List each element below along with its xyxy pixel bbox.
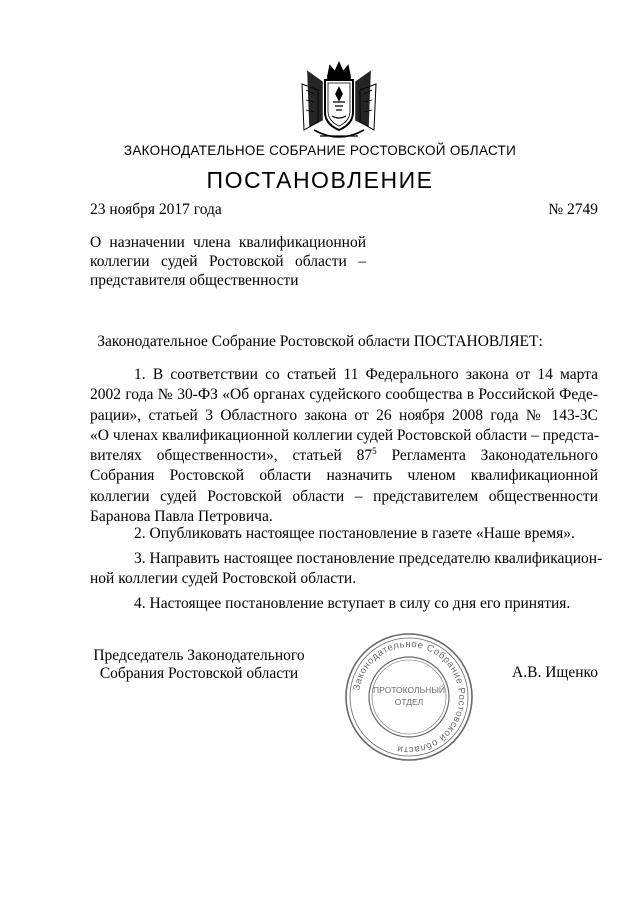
signatory-position xyxy=(92,647,306,683)
document-date: 23 ноября 2017 года xyxy=(90,201,222,218)
stamp-ring-text: Законодательное Собрание Ростовской области xyxy=(351,638,468,756)
paragraph-line: 2002 года № 30-ФЗ «Об органах судейского сообщества в Российской Феде- xyxy=(90,386,598,404)
paragraph-line: Баранова Павла Петровича. xyxy=(90,508,273,526)
paragraph-line xyxy=(90,446,598,466)
superscript: 5 xyxy=(372,446,377,457)
paragraph-line: 4. Настоящее постановление вступает в силу со дня его принятия. xyxy=(134,595,571,612)
line-text: вителях общественности», статьей 87 xyxy=(90,447,373,465)
paragraph-2 xyxy=(90,524,598,544)
paragraph-line: коллегии судей Ростовской области – представителем общественности xyxy=(90,487,598,505)
subject-line: представителя общественности xyxy=(90,272,299,289)
signatory-name: А.В. Ищенко xyxy=(512,664,598,681)
paragraph-1 xyxy=(90,365,598,527)
paragraph-3 xyxy=(90,549,603,590)
stamp-center-text: ОТДЕЛ xyxy=(394,697,424,707)
document-type: ПОСТАНОВЛЕНИЕ xyxy=(206,167,434,193)
paragraph-line: 1. В соответствии со статьей 11 Федерального закона от 14 марта xyxy=(134,366,598,383)
stamp-center-text: ПРОТОКОЛЬНЫЙ xyxy=(373,685,445,695)
paragraph-line: рации», статьей 3 Областного закона от 26 ноября 2008 года № 143-ЗС xyxy=(90,406,598,424)
position-line: Председатель Законодательного xyxy=(93,647,305,664)
document-number: № 2749 xyxy=(548,201,598,218)
official-stamp xyxy=(342,630,476,764)
paragraph-line: 2. Опубликовать настоящее постановление в газете «Наше время». xyxy=(134,525,575,542)
organization-name: ЗАКОНОДАТЕЛЬНОЕ СОБРАНИЕ РОСТОВСКОЙ ОБЛАСТИ xyxy=(123,143,517,158)
rostov-region-coat-of-arms-icon xyxy=(300,60,378,142)
subject-line: О назначении члена квалификационной xyxy=(90,234,366,251)
paragraph-line: «О членах квалификационной коллегии судей Ростовской области – предста- xyxy=(90,426,600,444)
line-text: Регламента Законодательного xyxy=(376,447,598,465)
paragraph-4 xyxy=(90,594,598,614)
paragraph-line: 3. Направить настоящее постановление председателю квалификацион- xyxy=(134,550,603,567)
position-line: Собрания Ростовской области xyxy=(99,665,299,682)
document-subject xyxy=(90,233,366,290)
paragraph-line: ной коллегии судей Ростовской области. xyxy=(90,570,357,588)
preamble: Законодательное Собрание Ростовской области ПОСТАНОВЛЯЕТ: xyxy=(97,333,543,350)
paragraph-line: Собрания Ростовской области назначить членом квалификационной xyxy=(90,467,598,485)
subject-line: коллегии судей Ростовской области – xyxy=(90,253,366,270)
